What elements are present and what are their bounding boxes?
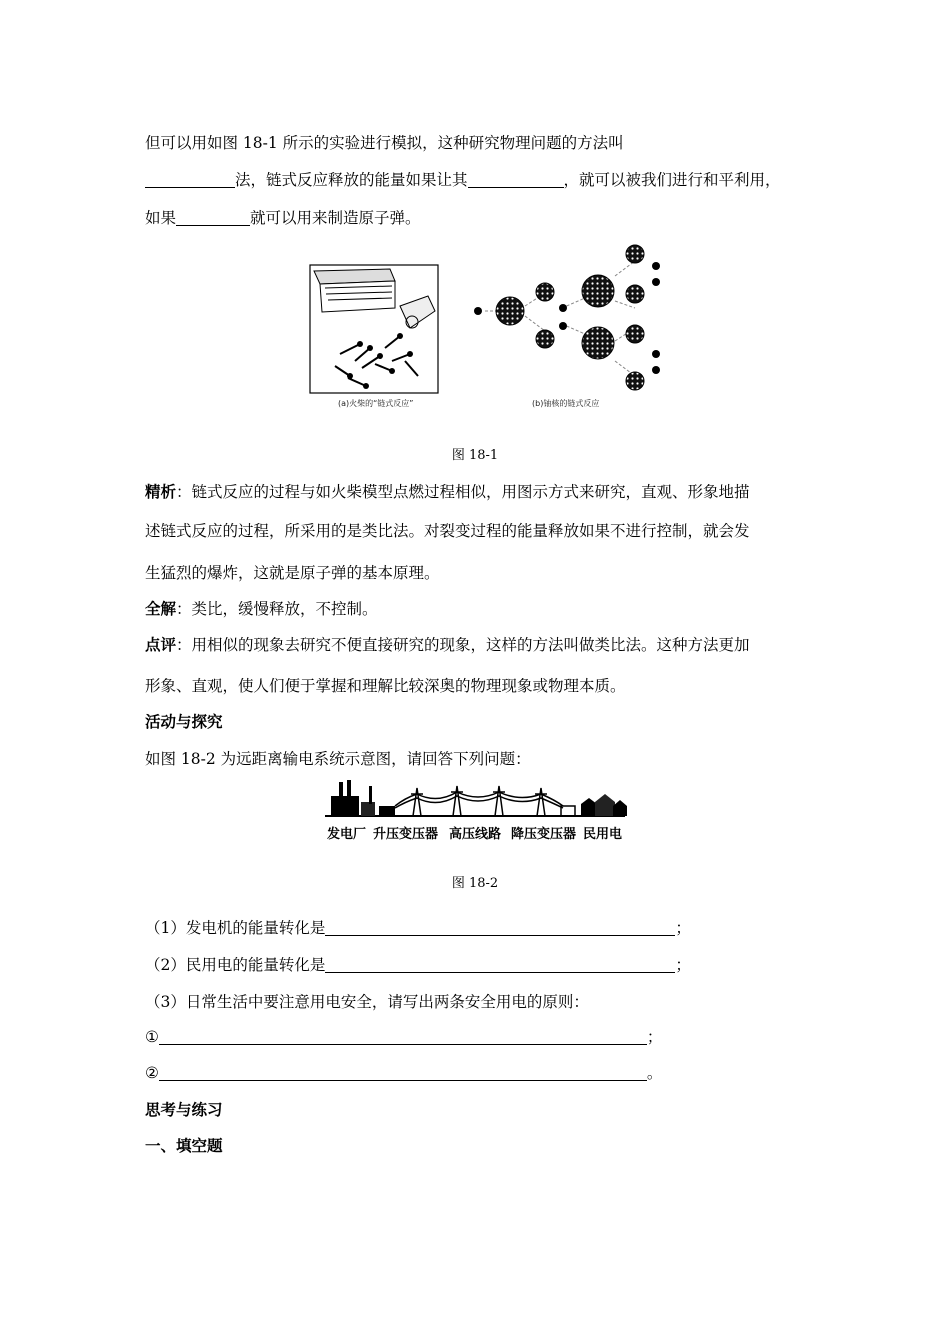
solution-label: 全解 bbox=[145, 600, 177, 618]
blank-3[interactable] bbox=[176, 208, 250, 226]
label-high-voltage-line: 高压线路 bbox=[449, 827, 502, 842]
label-residential-use: 民用电 bbox=[583, 827, 623, 842]
question-2-text: （2）民用电的能量转化是 bbox=[145, 956, 326, 974]
analysis-text1: ：链式反应的过程与如火柴模型点燃过程相似，用图示方式来研究，直观、形象地描 bbox=[176, 483, 750, 501]
solution-text: ：类比，缓慢释放，不控制。 bbox=[176, 600, 378, 618]
question-1-semicolon: ； bbox=[675, 919, 691, 937]
figure-18-2 bbox=[325, 778, 630, 844]
para1-line2-a: 法，链式反应释放的能量如果让其 bbox=[235, 171, 468, 189]
para1-line3-a: 如果 bbox=[145, 209, 177, 227]
blank-1[interactable] bbox=[145, 170, 235, 188]
analysis-line3: 生猛烈的爆炸，这就是原子弹的基本原理。 bbox=[145, 564, 440, 582]
question-2 bbox=[145, 953, 691, 975]
uranium-chain-illustration bbox=[474, 245, 660, 390]
para1-line3 bbox=[145, 206, 421, 228]
comment-label: 点评 bbox=[145, 636, 177, 654]
practice-heading: 思考与练习 bbox=[145, 1101, 223, 1119]
activity-heading: 活动与探究 bbox=[145, 713, 223, 731]
comment-line1 bbox=[145, 633, 750, 655]
figure1-caption-a: (a)火柴的“链式反应” bbox=[338, 399, 414, 408]
question-1 bbox=[145, 916, 691, 938]
para1-line2 bbox=[145, 168, 781, 190]
blank-2[interactable] bbox=[468, 170, 564, 188]
answer-1-blank[interactable] bbox=[325, 918, 675, 936]
figure-18-1 bbox=[300, 236, 680, 416]
matchbox-illustration bbox=[310, 265, 438, 393]
answer-3b-marker: ② bbox=[145, 1064, 159, 1082]
solution-line bbox=[145, 597, 378, 619]
answer-3b-period: 。 bbox=[646, 1064, 663, 1082]
comment-text1: ：用相似的现象去研究不便直接研究的现象，这样的方法叫做类比法。这种方法更加 bbox=[176, 636, 750, 654]
analysis-label: 精析 bbox=[145, 483, 177, 501]
para1-line2-b: ，就可以被我们进行和平利用， bbox=[563, 171, 781, 189]
answer-3a-blank[interactable] bbox=[159, 1027, 647, 1045]
answer-3b bbox=[145, 1061, 662, 1083]
figure2-title: 图 18-2 bbox=[451, 876, 499, 891]
practice-subheading: 一、填空题 bbox=[145, 1137, 223, 1155]
answer-3b-blank[interactable] bbox=[159, 1063, 647, 1081]
figure1-caption-b: (b)铀核的链式反应 bbox=[532, 399, 600, 408]
question-3: （3）日常生活中要注意用电安全，请写出两条安全用电的原则： bbox=[145, 993, 589, 1011]
para1-line1: 但可以用如图 18-1 所示的实验进行模拟，这种研究物理问题的方法叫 bbox=[145, 134, 624, 152]
comment-line2: 形象、直观，使人们便于掌握和理解比较深奥的物理现象或物理本质。 bbox=[145, 677, 626, 695]
answer-2-blank[interactable] bbox=[325, 955, 675, 973]
analysis-line1 bbox=[145, 480, 750, 502]
label-power-plant: 发电厂 bbox=[327, 827, 367, 842]
answer-3a-marker: ① bbox=[145, 1028, 159, 1046]
label-step-down-transformer: 降压变压器 bbox=[511, 827, 577, 842]
analysis-line2: 述链式反应的过程，所采用的是类比法。对裂变过程的能量释放如果不进行控制，就会发 bbox=[145, 522, 750, 540]
power-transmission-illustration bbox=[325, 780, 627, 816]
answer-3a bbox=[145, 1025, 662, 1047]
para1-line3-b: 就可以用来制造原子弹。 bbox=[250, 209, 421, 227]
answer-3a-semicolon: ； bbox=[646, 1028, 663, 1046]
figure1-title: 图 18-1 bbox=[451, 448, 499, 463]
label-step-up-transformer: 升压变压器 bbox=[373, 827, 439, 842]
question-1-text: （1）发电机的能量转化是 bbox=[145, 919, 326, 937]
question-2-semicolon: ； bbox=[675, 956, 691, 974]
activity-intro: 如图 18-2 为远距离输电系统示意图，请回答下列问题： bbox=[145, 750, 531, 768]
